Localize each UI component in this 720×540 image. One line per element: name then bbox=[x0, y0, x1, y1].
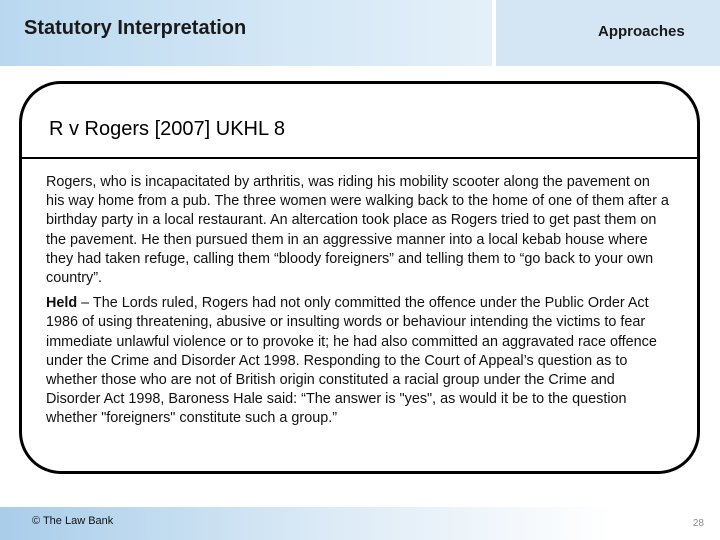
held-text: – The Lords ruled, Rogers had not only committed the offence under the Public Order Act 1986 of using threatening, abusive or insulting words or behaviour intending the victims to fear immediate unlawful violence or to provoke it; he had also committed an aggravated race offence under the Crime and Disorder Act 1998. Responding to the Court of Appeal’s question as to whether those who are not of British origin constituted a racial group under the Crime and Disorder Act 1998, Baroness Hale said: “The answer is "yes", as would it be to the question whether "foreigners" constitute such a group.” bbox=[46, 295, 657, 427]
held-label: Held bbox=[46, 295, 78, 312]
facts-paragraph: Rogers, who is incapacitated by arthritis, was riding his mobility scooter along the pavement on his way home from a pub. The three women were walking back to the home of one of them after a birthday party in a local restaurant. An altercation took place as Rogers tried to get past them on the pavement. He then pursued them in an aggressive manner into a local kebab house where they had taken refuge, calling them “bloody foreigners” and telling them to “go back to your own country”. bbox=[46, 174, 669, 287]
copyright-text: © The Law Bank bbox=[32, 515, 114, 527]
section-label: Approaches bbox=[598, 23, 685, 40]
case-body bbox=[46, 173, 671, 435]
slide-title: Statutory Interpretation bbox=[24, 17, 247, 39]
page-number: 28 bbox=[692, 518, 704, 529]
case-title: R v Rogers [2007] UKHL 8 bbox=[49, 118, 286, 140]
title-divider bbox=[22, 157, 697, 159]
held-paragraph bbox=[46, 294, 671, 428]
